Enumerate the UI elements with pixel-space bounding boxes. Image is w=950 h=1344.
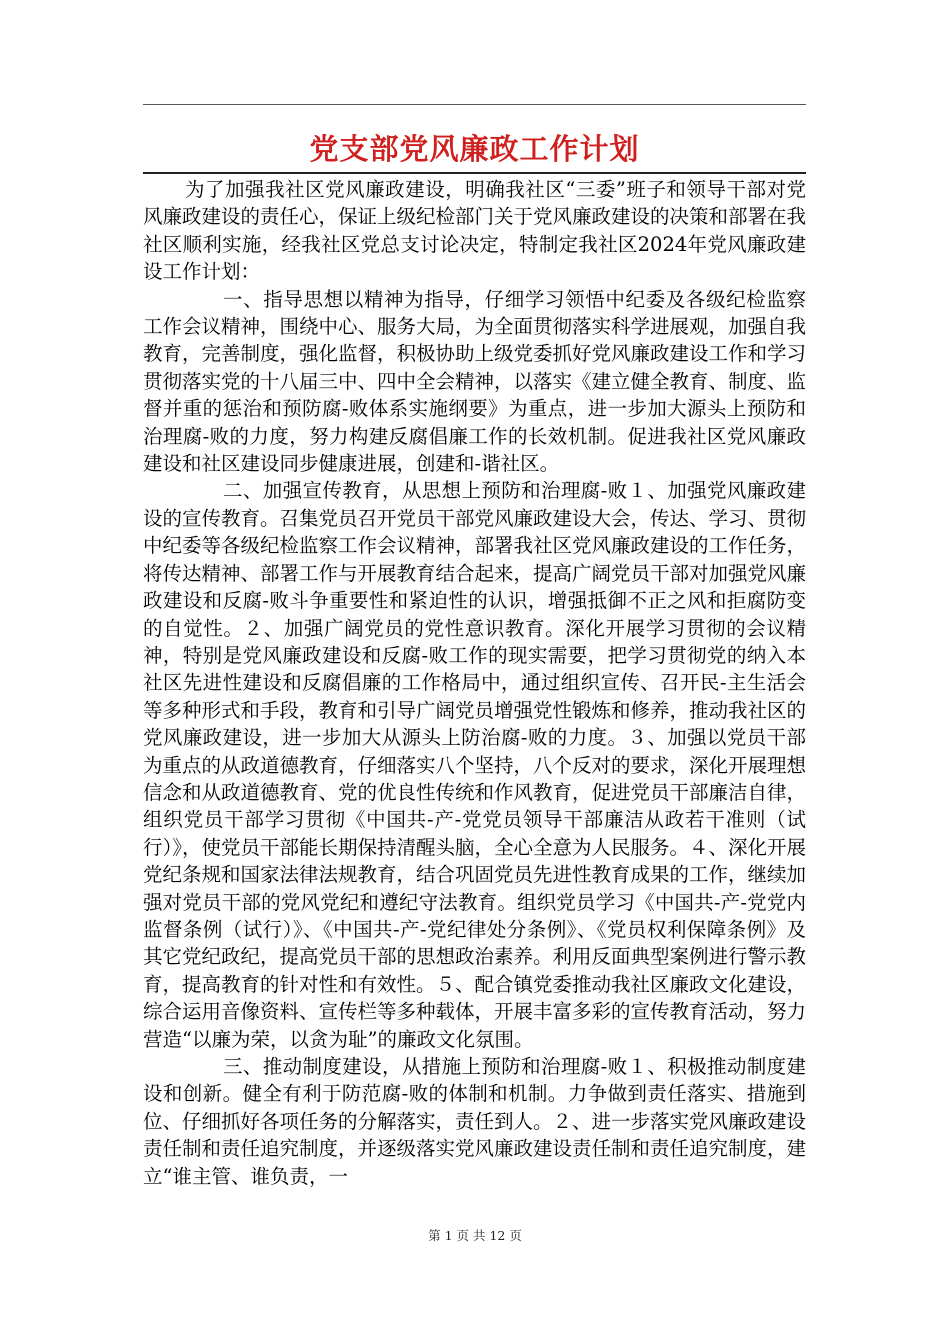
document-title: 党支部党风廉政工作计划	[309, 132, 640, 166]
section-guiding-ideology: 一、指导思想以精神为指导，仔细学习领悟中纪委及各级纪检监察工作会议精神，围绕中心、服务大局，为全面贯彻落实科学进展观，加强自我教育，完善制度，强化监督，积极协助上级党委抓好党风廉政建设工作和学习贯彻落实党的十八届三中、四中全会精神，以落实《建立健全教育、制度、监督并重的惩治和预防腐-败体系实施纲要》为重点，进一步加大源头上预防和治理腐-败的力度，努力构建反腐倡廉工作的长效机制。促进我社区党风廉政建设和社区建设同步健康进展，创建和-谐社区。	[143, 287, 807, 476]
header-divider	[143, 104, 806, 105]
section-system-building: 三、推动制度建设，从措施上预防和治理腐-败１、积极推动制度建设和创新。健全有利于防范腐-败的体制和机制。力争做到责任落实、措施到位、仔细抓好各项任务的分解落实，责任到人。２、进一步落实党风廉政建设责任制和责任追究制度，并逐级落实党风廉政建设责任制和责任追究制度，建立“谁主管、谁负责，一	[143, 1055, 807, 1188]
page-number-footer: 第 1 页 共 12 页	[428, 1228, 522, 1243]
document-body	[143, 176, 806, 1190]
intro-paragraph: 为了加强我社区党风廉政建设，明确我社区“三委”班子和领导干部对党风廉政建设的责任心，保证上级纪检部门关于党风廉政建设的决策和部署在我社区顺利实施，经我社区党总支讨论决定，特制定我社区2024年党风廉政建设工作计划：	[143, 178, 807, 284]
title-divider	[143, 172, 806, 174]
section-publicity-education: 二、加强宣传教育，从思想上预防和治理腐-败１、加强党风廉政建设的宣传教育。召集党员召开党员干部党风廉政建设大会，传达、学习、贯彻中纪委等各级纪检监察工作会议精神，部署我社区党风廉政建设的工作任务，将传达精神、部署工作与开展教育结合起来，提高广阔党员干部对加强党风廉政建设和反腐-败斗争重要性和紧迫性的认识，增强抵御不正之风和拒腐防变的自觉性。２、加强广阔党员的党性意识教育。深化开展学习贯彻的会议精神，特别是党风廉政建设和反腐-败工作的现实需要，把学习贯彻党的纳入本社区先进性建设和反腐倡廉的工作格局中，通过组织宣传、召开民-主生活会等多种形式和手段，教育和引导广阔党员增强党性锻炼和修养，推动我社区的党风廉政建设，进一步加大从源头上防治腐-败的力度。３、加强以党员干部为重点的从政道德教育，仔细落实八个坚持，八个反对的要求，深化开展理想信念和从政道德教育、党的优良性传统和作风教育，促进党员干部廉洁自律，组织党员干部学习贯彻《中国共-产-党党员领导干部廉洁从政若干准则（试行）》，使党员干部能长期保持清醒头脑，全心全意为人民服务。４、深化开展党纪条规和国家法律法规教育，结合巩固党员先进性教育成果的工作，继续加强对党员干部的党风党纪和遵纪守法教育。组织党员学习《中国共-产-党党内监督条例（试行）》、《中国共-产-党纪律处分条例》、《党员权利保障条例》及其它党纪政纪，提高党员干部的思想政治素养。利用反面典型案例进行警示教育，提高教育的针对性和有效性。５、配合镇党委推动我社区廉政文化建设，综合运用音像资料、宣传栏等多种载体，开展丰富多彩的宣传教育活动，努力营造“以廉为荣，以贪为耻”的廉政文化氛围。	[143, 479, 807, 1051]
